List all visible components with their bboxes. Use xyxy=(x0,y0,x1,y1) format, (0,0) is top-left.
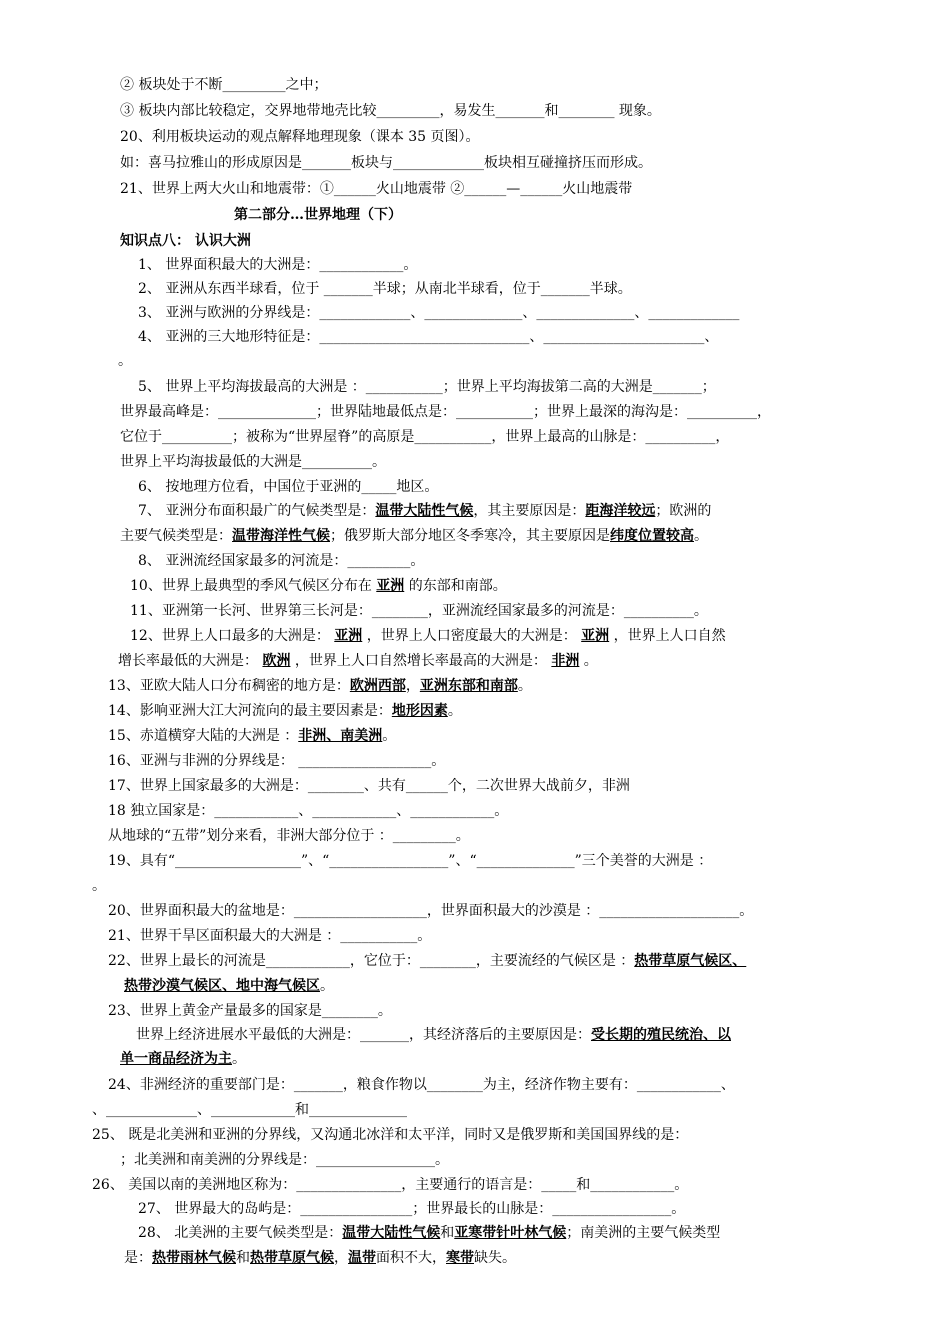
text-line: 1、 世界面积最大的大洲是：____________。 xyxy=(138,257,418,273)
answer-text: 非洲 xyxy=(551,653,580,669)
answer-text: 温带大陆性气候 xyxy=(342,1225,441,1241)
text-line: 18 独立国家是：____________、____________、____________。 xyxy=(108,803,509,819)
text-segment: 和 xyxy=(236,1250,250,1266)
text-line: 25、 既是北美洲和亚洲的分界线，又沟通北冰洋和太平洋，同时又是俄罗斯和美国国界线的是： xyxy=(92,1127,689,1143)
answer-text: 热带沙漠气候区、地中海气候区 xyxy=(124,978,320,994)
text-segment: 15、赤道横穿大陆的大洲是 ： xyxy=(108,728,299,744)
text-segment: 22、世界上最长的河流是____________，它位于：________，主要流经的气候区是 ： xyxy=(108,953,635,969)
text-line: 20、世界面积最大的盆地是：___________________，世界面积最大的沙漠是 ：____________________。 xyxy=(108,903,754,919)
text-segment: 的东部和南部。 xyxy=(404,578,507,594)
answer-text: 亚洲 xyxy=(334,628,363,644)
answer-text: 欧洲西部 xyxy=(349,678,406,694)
text-segment: 是： xyxy=(124,1250,152,1266)
text-segment: ，世界上人口密度最大的大洲是： xyxy=(362,628,582,644)
answer-text: 地形因素 xyxy=(391,703,448,719)
text-line xyxy=(138,500,711,522)
text-line: 、_____________、____________和______________ xyxy=(92,1102,407,1118)
text-line xyxy=(124,1247,516,1269)
text-segment: 12、世界上人口最多的大洲是： xyxy=(130,628,335,644)
section-title: 第二部分…世界地理（下） xyxy=(234,207,402,223)
text-line: 5、 世界上平均海拔最高的大洲是 ：___________；世界上平均海拔第二高的大洲是_______； xyxy=(138,379,716,395)
text-line xyxy=(136,1024,731,1046)
text-segment: 世界上经济进展水平最低的大洲是：_______，其经济落后的主要原因是： xyxy=(136,1027,591,1043)
answer-text: 热带草原气候区、 xyxy=(634,953,747,969)
text-line: 21、世界干旱区面积最大的大洲是 ：___________。 xyxy=(108,928,432,944)
text-line: 20、利用板块运动的观点解释地理现象（课本 35 页图）。 xyxy=(120,129,480,145)
text-segment: 面积不大， xyxy=(376,1250,446,1266)
section-subtitle: 知识点八： 认识大洲 xyxy=(120,233,251,249)
text-line xyxy=(138,1222,720,1244)
text-line: 19、具有“__________________”、“_________________”、“______________”三个美誉的大洲是 ： xyxy=(108,853,713,869)
answer-text: 热带草原气候 xyxy=(250,1250,334,1266)
text-segment: ，世界上人口自然增长率最高的大洲是： xyxy=(290,653,552,669)
text-segment: 。 xyxy=(232,1051,246,1067)
text-line: 世界上平均海拔最低的大洲是__________。 xyxy=(120,454,386,470)
text-line: 。 xyxy=(118,353,132,369)
text-segment: 。 xyxy=(517,678,532,694)
answer-text: 温带海洋性气候 xyxy=(232,528,330,544)
text-line: 6、 按地理方位看，中国位于亚洲的_____地区。 xyxy=(138,479,439,495)
text-line: 24、非洲经济的重要部门是：_______，粮食作物以________为主，经济作物主要有：____________、 xyxy=(108,1077,735,1093)
text-segment: 14、影响亚洲大江大河流向的最主要因素是： xyxy=(108,703,392,719)
text-line xyxy=(124,975,334,997)
text-line: ③ 板块内部比较稳定，交界地带地壳比较_________，易发生_______和________ 现象。 xyxy=(120,103,661,119)
text-segment: ；欧洲的 xyxy=(655,503,712,519)
text-segment: ，世界上人口自然 xyxy=(609,628,726,644)
text-segment: 10、世界上最典型的季风气候区分布在 xyxy=(130,578,377,594)
text-line: 4、 亚洲的三大地形特征是：______________________________、_______________________、 xyxy=(138,329,719,345)
text-segment: 主要气候类型是： xyxy=(120,528,232,544)
text-segment: 7、 亚洲分布面积最广的气候类型是： xyxy=(138,503,376,519)
answer-text: 欧洲 xyxy=(262,653,291,669)
text-segment: ；俄罗斯大部分地区冬季寒冷，其主要原因是 xyxy=(330,528,610,544)
text-line xyxy=(118,650,598,672)
answer-text: 单一商品经济为主 xyxy=(120,1051,232,1067)
text-segment: 增长率最低的大洲是： xyxy=(118,653,263,669)
answer-text: 纬度位置较高 xyxy=(610,528,694,544)
answer-text: 亚洲 xyxy=(376,578,405,594)
text-line: ；北美洲和南美洲的分界线是：_________________。 xyxy=(120,1152,449,1168)
text-segment: 。 xyxy=(320,978,334,994)
text-line: 17、世界上国家最多的大洲是：________、共有______个，二次世界大战前夕，非洲 xyxy=(108,778,630,794)
text-segment: 13、亚欧大陆人口分布稠密的地方是： xyxy=(108,678,350,694)
answer-text: 受长期的殖民统治、以 xyxy=(591,1027,731,1043)
text-line: 21、世界上两大火山和地震带：①______火山地震带 ②______—______火山地震带 xyxy=(120,181,633,197)
answer-text: 寒带 xyxy=(446,1250,474,1266)
text-line xyxy=(130,575,507,597)
answer-text: 亚洲 xyxy=(581,628,610,644)
text-segment: 。 xyxy=(382,728,397,744)
text-line xyxy=(120,1048,246,1070)
text-line xyxy=(108,700,462,722)
text-segment: 。 xyxy=(447,703,462,719)
text-line: 世界最高峰是：______________；世界陆地最低点是：___________；世界上最深的海沟是：__________， xyxy=(120,404,771,420)
text-segment: ，其主要原因是： xyxy=(473,503,586,519)
answer-text: 亚洲东部和南部 xyxy=(419,678,518,694)
text-line xyxy=(108,950,746,972)
text-segment: ；南美洲的主要气候类型 xyxy=(566,1225,721,1241)
text-line: 8、 亚洲流经国家最多的河流是：_________。 xyxy=(138,553,425,569)
text-segment: ， xyxy=(405,678,420,694)
text-segment: 。 xyxy=(694,528,708,544)
answer-text: 距海洋较远 xyxy=(585,503,656,519)
text-line: 3、 亚洲与欧洲的分界线是：_____________、______________、______________、_____________ xyxy=(138,305,740,321)
text-line: 23、世界上黄金产量最多的国家是________。 xyxy=(108,1003,392,1019)
text-line: 11、亚洲第一长河、世界第三长河是：________，亚洲流经国家最多的河流是：__________。 xyxy=(130,603,708,619)
text-line: 16、亚洲与非洲的分界线是： ___________________。 xyxy=(108,753,446,769)
text-line xyxy=(130,625,726,647)
text-segment: 。 xyxy=(579,653,598,669)
text-line: 从地球的“五带”划分来看，非洲大部分位于 ：_________。 xyxy=(108,828,470,844)
text-line xyxy=(108,675,532,697)
answer-text: 热带雨林气候 xyxy=(152,1250,236,1266)
text-segment: 28、 北美洲的主要气候类型是： xyxy=(138,1225,343,1241)
answer-text: 温带 xyxy=(348,1250,376,1266)
answer-text: 非洲、南美洲 xyxy=(298,728,383,744)
text-line xyxy=(108,725,396,747)
text-line: 2、 亚洲从东西半球看，位于 _______半球；从南北半球看，位于_______半球。 xyxy=(138,281,632,297)
text-line: 它位于__________；被称为“世界屋脊”的高原是___________，世界上最高的山脉是：__________， xyxy=(120,429,730,445)
text-line: 26、 美国以南的美洲地区称为：_______________，主要通行的语言是：_____和____________。 xyxy=(92,1177,689,1193)
text-line: ② 板块处于不断_________之中； xyxy=(120,77,328,93)
answer-text: 温带大陆性气候 xyxy=(375,503,474,519)
text-line xyxy=(120,525,708,547)
text-line: 。 xyxy=(92,878,106,894)
answer-text: 亚寒带针叶林气候 xyxy=(454,1225,567,1241)
text-segment: 和 xyxy=(440,1225,455,1241)
text-segment: 缺失。 xyxy=(474,1250,516,1266)
text-line: 如：喜马拉雅山的形成原因是_______板块与_____________板块相互碰撞挤压而形成。 xyxy=(120,155,652,171)
text-segment: ， xyxy=(334,1250,348,1266)
text-line: 27、 世界最大的岛屿是：________________；世界最长的山脉是：_________________。 xyxy=(138,1201,686,1217)
